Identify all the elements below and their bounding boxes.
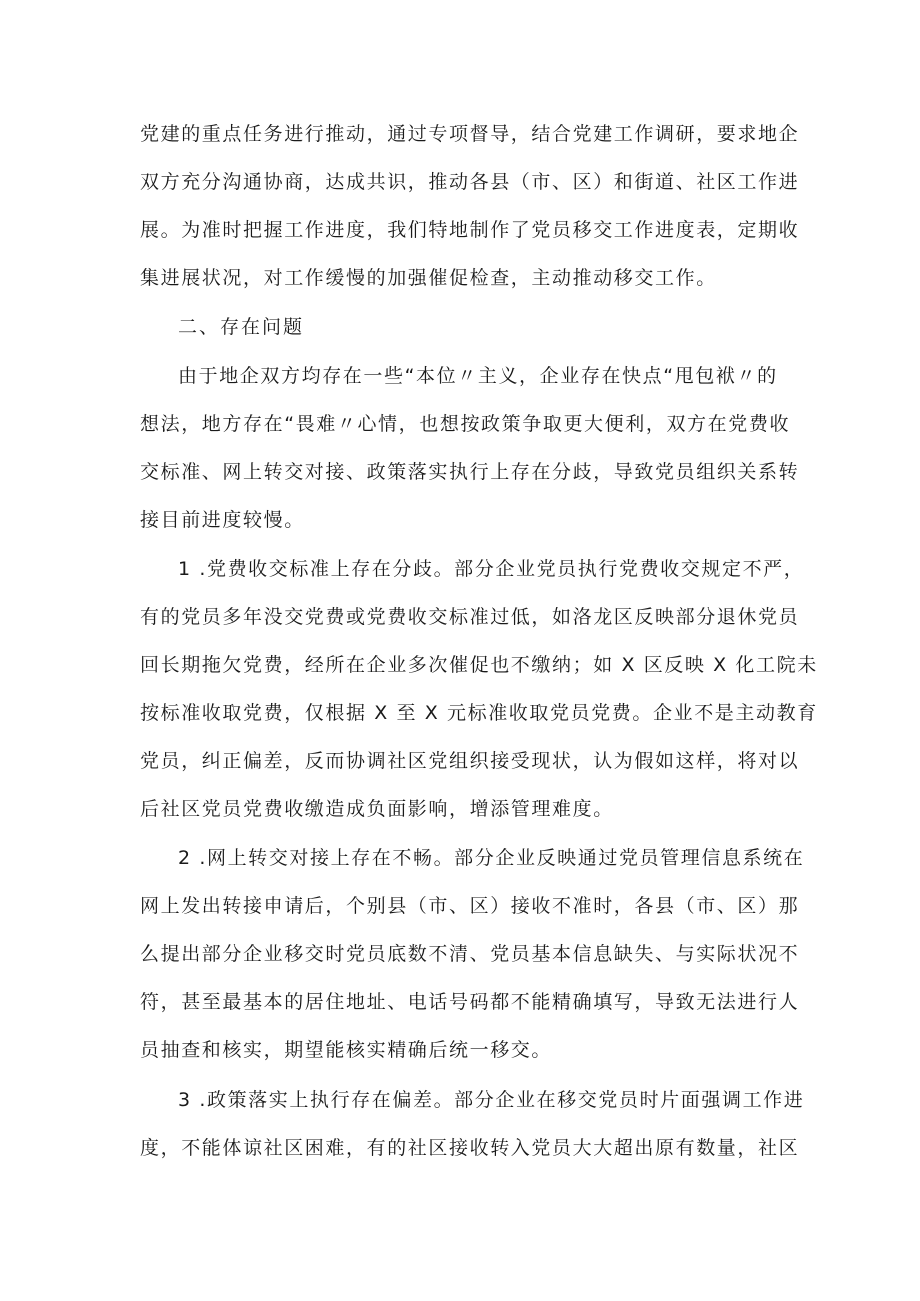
text-line: 么提出部分企业移交时党员底数不清、党员基本信息缺失、与实际状况不	[140, 943, 800, 965]
text-line: 网上发出转接申请后，个别县（市、区）接收不准时，各县（市、区）那	[140, 895, 800, 917]
text-line: 员抽查和核实，期望能核实精确后统一移交。	[140, 1039, 553, 1061]
text-line: 接目前进度较慢。	[140, 509, 305, 531]
text-line: 3 .政策落实上执行存在偏差。部分企业在移交党员时片面强调工作进	[178, 1089, 805, 1111]
text-line: 集进展状况，对工作缓慢的加强催促检查，主动推动移交工作。	[140, 267, 717, 289]
text-line: 展。为准时把握工作进度，我们特地制作了党员移交工作进度表，定期收	[140, 219, 800, 241]
section-heading: 二、存在问题	[178, 316, 305, 338]
text-line: 有的党员多年没交党费或党费收交标准过低，如洛龙区反映部分退休党员	[140, 606, 800, 628]
text-line: 党员，纠正偏差，反而协调社区党组织接受现状，认为假如这样，将对以	[140, 750, 800, 772]
text-line: 1 .党费收交标准上存在分歧。部分企业党员执行党费收交规定不严，	[178, 558, 805, 580]
text-line: 双方充分沟通协商，达成共识，推动各县（市、区）和街道、社区工作进	[140, 171, 800, 193]
text-line: 后社区党员党费收缴造成负面影响，增添管理难度。	[140, 798, 614, 820]
text-line: 党建的重点任务进行推动，通过专项督导，结合党建工作调研，要求地企	[140, 123, 800, 145]
text-line: 度，不能体谅社区困难，有的社区接收转入党员大大超出原有数量，社区	[140, 1137, 800, 1159]
text-line: 回长期拖欠党费，经所在企业多次催促也不缴纳；如 X 区反映 X 化工院未	[140, 654, 818, 676]
text-line: 由于地企双方均存在一些“本位〃主义，企业存在快点“甩包袱〃的	[178, 365, 778, 387]
text-line: 按标准收取党费，仅根据 X 至 X 元标准收取党员党费。企业不是主动教育	[140, 702, 818, 724]
text-line: 2 .网上转交对接上存在不畅。部分企业反映通过党员管理信息系统在	[178, 847, 805, 869]
text-line: 想法，地方存在“畏难〃心情，也想按政策争取更大便利，双方在党费收	[140, 413, 791, 435]
text-line: 交标准、网上转交对接、政策落实执行上存在分歧，导致党员组织关系转	[140, 461, 800, 483]
text-line: 符，甚至最基本的居住地址、电话号码都不能精确填写，导致无法进行人	[140, 991, 800, 1013]
